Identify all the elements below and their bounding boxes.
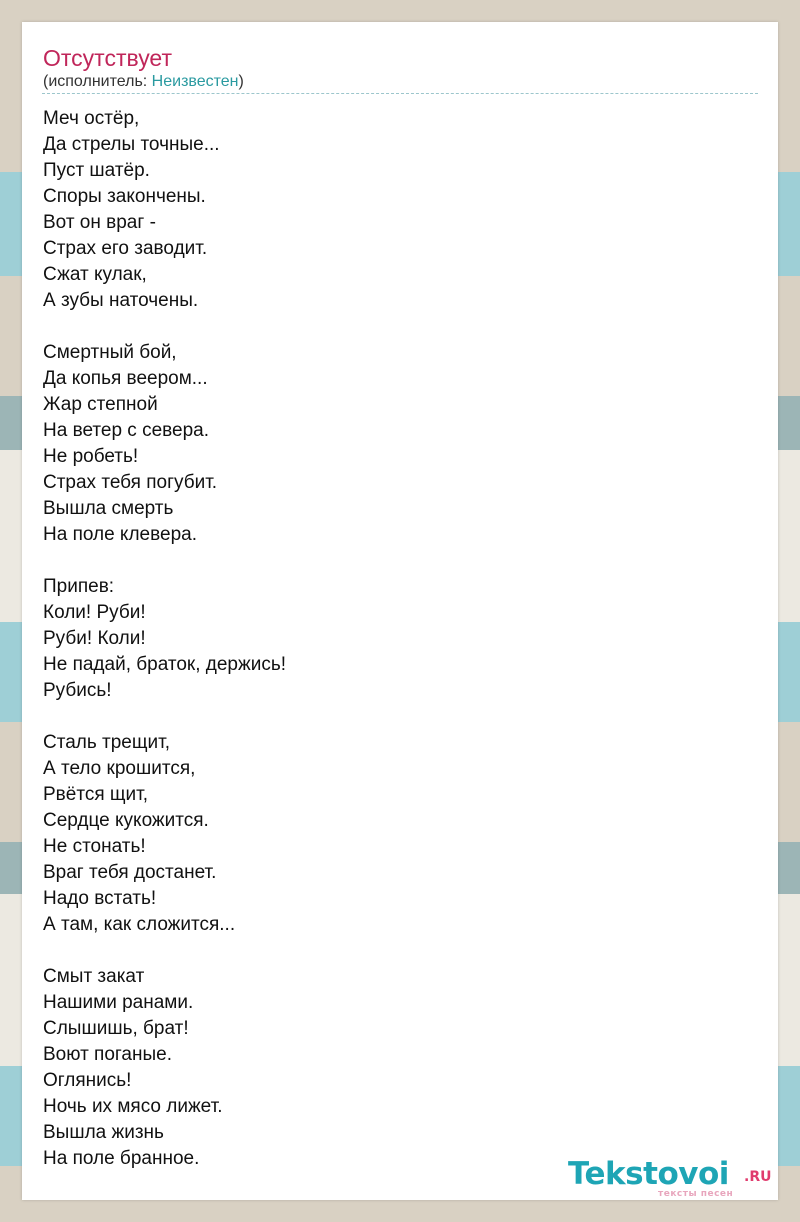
lyrics-text xyxy=(43,106,743,1172)
lyric-line: Припев: xyxy=(43,576,115,597)
stanza-break xyxy=(43,314,743,340)
stanza-break xyxy=(43,938,743,964)
lyric-line: Страх тебя погубит. xyxy=(43,472,218,493)
lyric-line: Не падай, браток, держись! xyxy=(43,654,286,675)
logo-tagline: тексты песен xyxy=(658,1189,734,1199)
lyric-line: Коли! Руби! xyxy=(43,602,146,623)
lyric-line: Рубись! xyxy=(43,680,112,701)
lyric-line: На ветер с севера. xyxy=(43,420,209,441)
lyric-line: Не стонать! xyxy=(43,836,146,857)
lyric-line: Воют поганые. xyxy=(43,1044,172,1065)
lyric-line: Оглянись! xyxy=(43,1070,132,1091)
lyric-line: Нашими ранами. xyxy=(43,992,194,1013)
lyric-line: На поле бранное. xyxy=(43,1148,200,1169)
stanza-break xyxy=(43,548,743,574)
performer-line xyxy=(43,72,244,92)
lyric-line: Меч остёр, xyxy=(43,108,140,129)
lyric-line: Да копья веером... xyxy=(43,368,208,389)
lyric-line: Надо встать! xyxy=(43,888,157,909)
song-title: Отсутствует xyxy=(43,45,172,71)
lyric-line: Сталь трещит, xyxy=(43,732,170,753)
lyric-line: Вот он враг - xyxy=(43,212,156,233)
lyric-line: Споры закончены. xyxy=(43,186,206,207)
performer-label-close: ) xyxy=(238,73,244,90)
lyric-line: А там, как сложится... xyxy=(43,914,236,935)
performer-label: (исполнитель: xyxy=(43,73,152,90)
site-logo[interactable] xyxy=(568,1156,778,1200)
lyric-line: Вышла смерть xyxy=(43,498,174,519)
lyric-line: Не робеть! xyxy=(43,446,139,467)
lyric-line: Сердце кукожится. xyxy=(43,810,209,831)
title-divider xyxy=(42,93,758,94)
lyric-line: Рвётся щит, xyxy=(43,784,149,805)
performer-link[interactable]: Неизвестен xyxy=(151,73,239,90)
lyric-line: На поле клевера. xyxy=(43,524,197,545)
lyrics-card xyxy=(22,22,778,1200)
lyric-line: А зубы наточены. xyxy=(43,290,199,311)
lyric-line: Жар степной xyxy=(43,394,158,415)
stanza-break xyxy=(43,704,743,730)
logo-wordmark: Tekstovoi xyxy=(568,1156,729,1192)
lyric-line: Руби! Коли! xyxy=(43,628,146,649)
lyric-line: Смертный бой, xyxy=(43,342,177,363)
lyric-line: Да стрелы точные... xyxy=(43,134,220,155)
lyric-line: Страх его заводит. xyxy=(43,238,208,259)
logo-domain: .RU xyxy=(744,1169,772,1185)
lyric-line: Враг тебя достанет. xyxy=(43,862,217,883)
lyric-line: Пуст шатёр. xyxy=(43,160,150,181)
lyric-line: А тело крошится, xyxy=(43,758,196,779)
lyric-line: Смыт закат xyxy=(43,966,145,987)
lyric-line: Сжат кулак, xyxy=(43,264,147,285)
lyric-line: Слышишь, брат! xyxy=(43,1018,189,1039)
lyric-line: Вышла жизнь xyxy=(43,1122,164,1143)
lyric-line: Ночь их мясо лижет. xyxy=(43,1096,223,1117)
